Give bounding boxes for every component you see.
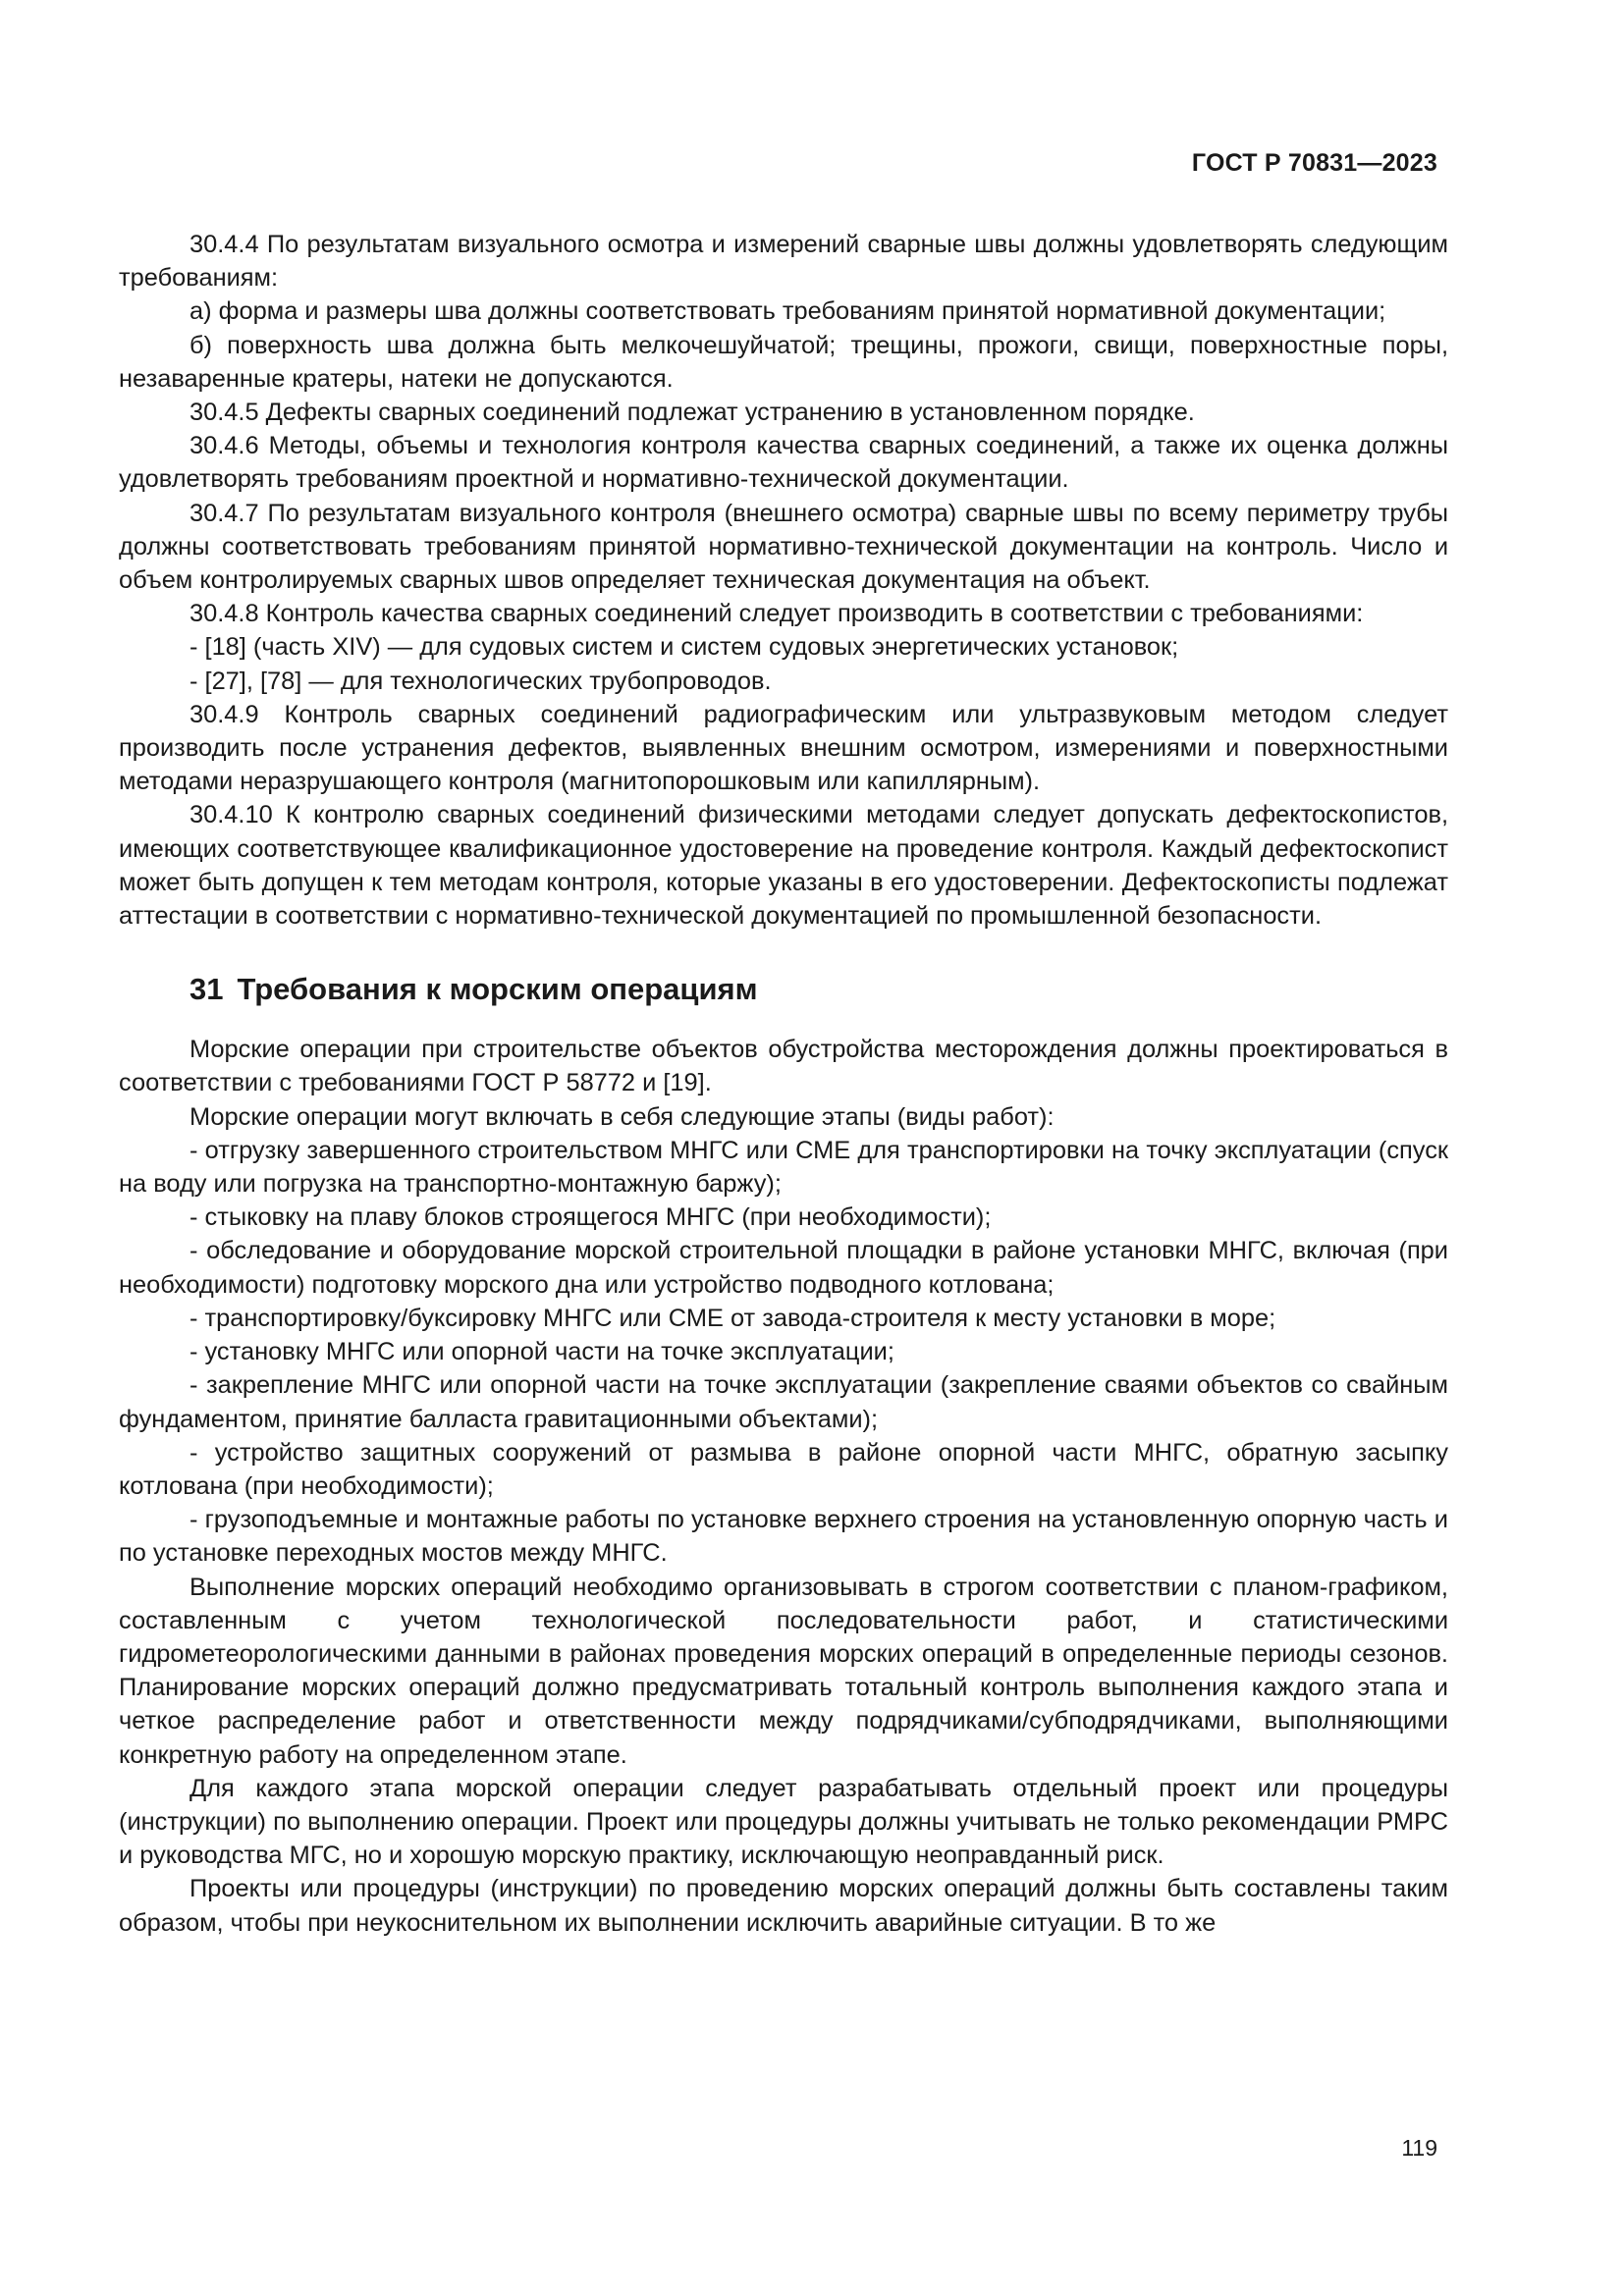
section-number: 31	[189, 972, 224, 1007]
heading-spacer	[119, 1009, 1448, 1033]
list-item-dash: - устройство защитных сооружений от размыва в районе опорной части МНГС, обратную засыпку котлована (при необходимости);	[119, 1438, 1448, 1500]
paragraph: Для каждого этапа морской операции следует разрабатывать отдельный проект или процедуры (инструкции) по выполнению операции. Проект или процедуры должны учитывать не только рекомендации РМРС и руководства МГС, но и хорошую морскую практику, исключающую неоправданный риск.	[119, 1774, 1448, 1870]
paragraph-30-4-5: 30.4.5 Дефекты сварных соединений подлежат устранению в установленном порядке.	[189, 399, 1195, 427]
list-item-dash: - обследование и оборудование морской строительной площадки в районе установки МНГС, включая (при необходимости) подготовку морского дна или устройство подводного котлована;	[119, 1237, 1448, 1299]
list-item-dash: - стыковку на плаву блоков строящегося МНГС (при необходимости);	[189, 1203, 992, 1232]
list-item-dash: - грузоподъемные и монтажные работы по установке верхнего строения на установленную опорную часть и по установке переходных мостов между МНГС.	[119, 1506, 1448, 1568]
paragraph: Проекты или процедуры (инструкции) по проведению морских операций должны быть составлены таким образом, чтобы при неукоснительном их выполнении исключить аварийные ситуации. В то же	[119, 1875, 1448, 1937]
paragraph-30-4-10: 30.4.10 К контролю сварных соединений физическими методами следует допускать дефектоскопистов, имеющих соответствующее квалификационное удостоверение на проведение контроля. Каждый дефектоскопист может быть допущен к тем методам контроля, которые указаны в его удостоверении. Дефектоскописты подлежат аттестации в соответствии с нормативно-технической документацией по промышленной безопасности.	[119, 801, 1448, 931]
document-body	[119, 228, 1448, 1940]
document-header-id: ГОСТ Р 70831—2023	[1191, 149, 1437, 177]
list-item-b: б) поверхность шва должна быть мелкочешуйчатой; трещины, прожоги, свищи, поверхностные поры, незаваренные кратеры, натеки не допускаются.	[119, 331, 1448, 393]
list-item-dash: - установку МНГС или опорной части на точке эксплуатации;	[189, 1338, 894, 1366]
section-title: Требования к морским операциям	[237, 972, 758, 1007]
paragraph: Морские операции могут включать в себя следующие этапы (виды работ):	[189, 1102, 1055, 1131]
paragraph-30-4-9: 30.4.9 Контроль сварных соединений радиографическим или ультразвуковым методом следует производить после устранения дефектов, выявленных внешним осмотром, измерениями и поверхностными методами неразрушающего контроля (магнитопорошковым или капиллярным).	[119, 700, 1448, 796]
paragraph: Выполнение морских операций необходимо организовывать в строгом соответствии с планом-графиком, составленным с учетом технологической последовательности работ, и статистическими гидрометеорологическими данными в районах проведения морских операций в определенные периоды сезонов. Планирование морских операций должно предусматривать тотальный контроль выполнения каждого этапа и четкое распределение работ и ответственности между подрядчиками/субподрядчиками, выполняющими конкретную работу на определенном этапе.	[119, 1573, 1448, 1769]
list-item-a: а) форма и размеры шва должны соответствовать требованиям принятой нормативной документации;	[189, 297, 1386, 326]
paragraph-30-4-8: 30.4.8 Контроль качества сварных соединений следует производить в соответствии с требованиями:	[189, 600, 1364, 628]
list-item-dash: - [18] (часть XIV) — для судовых систем и систем судовых энергетических установок;	[189, 633, 1179, 662]
list-item-dash: - закрепление МНГС или опорной части на точке эксплуатации (закрепление сваями объектов со свайным фундаментом, принятие балласта гравитационными объектами);	[119, 1371, 1448, 1433]
list-item-dash: - отгрузку завершенного строительством МНГС или СМЕ для транспортировки на точку эксплуатации (спуск на воду или погрузка на транспортно-монтажную баржу);	[119, 1136, 1448, 1199]
list-item-dash: - [27], [78] — для технологических трубопроводов.	[189, 667, 772, 695]
paragraph: Морские операции при строительстве объектов обустройства месторождения должны проектироваться в соответствии с требованиями ГОСТ Р 58772 и [19].	[119, 1036, 1448, 1097]
paragraph-30-4-4: 30.4.4 По результатам визуального осмотра и измерений сварные швы должны удовлетворять следующим требованиям:	[119, 231, 1448, 293]
list-item-dash: - транспортировку/буксировку МНГС или СМЕ от завода-строителя к месту установки в море;	[189, 1304, 1276, 1332]
section-heading	[189, 970, 1448, 1009]
paragraph-30-4-7: 30.4.7 По результатам визуального контроля (внешнего осмотра) сварные швы по всему периметру трубы должны соответствовать требованиям принятой нормативно-технической документации на контроль. Число и объем контролируемых сварных швов определяет техническая документация на объект.	[119, 499, 1448, 595]
section-spacer	[119, 933, 1448, 970]
page-number: 119	[1401, 2135, 1437, 2161]
paragraph-30-4-6: 30.4.6 Методы, объемы и технология контроля качества сварных соединений, а также их оценка должны удовлетворять требованиям проектной и нормативно-технической документации.	[119, 432, 1448, 494]
